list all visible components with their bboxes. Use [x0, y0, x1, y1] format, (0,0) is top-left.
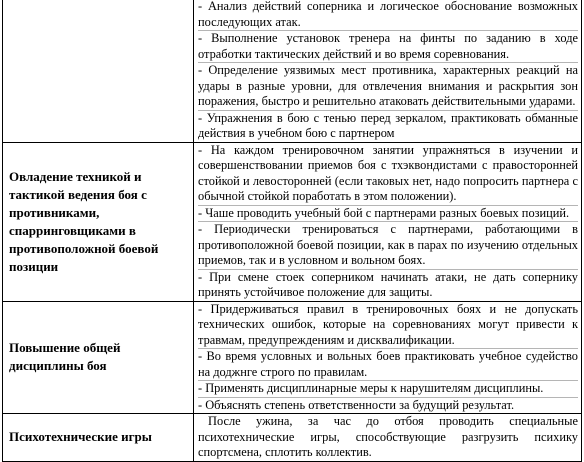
method-item: - Выполнение установок тренера на финты по заданию в ходе отработки тактических действий и во время соревнования. [198, 31, 578, 63]
methods-table [2, 0, 582, 462]
method-item: - Объяснять степень ответственности за будущий результат. [198, 397, 515, 412]
method-item: - Периодически тренироваться с партнерами, работающими в противоположной боевой позиции, как в парах по изучению отдельных приемов, так и в условном и вольном боях. [198, 222, 578, 270]
method-item: - Придерживаться правил в тренировочных боях и не допускать технических ошибок, которые на соревнованиях могут привести к травмам, предупреждениям и дисквалификации. [198, 302, 578, 350]
method-item: - Упражнения в бою с тенью перед зеркалом, практиковать обманные действия в учебном бою с партнером [198, 110, 578, 140]
table-row [3, 0, 582, 142]
method-item: - Во время условных и вольных боев практиковать учебное судейство на доджнге строго по правилам. [198, 349, 578, 381]
topic-label: Психотехнические игры [9, 429, 152, 445]
table-row [3, 414, 582, 462]
topic-cell [3, 0, 194, 142]
topic-cell [3, 301, 194, 414]
methods-cell [194, 414, 582, 462]
method-item: - При смене стоек соперником начинать атаки, не дать сопернику принять устойчивое положение для защиты. [198, 269, 578, 299]
topic-label: Повышение общей дисциплины боя [9, 340, 121, 374]
topic-cell [3, 414, 194, 462]
methods-cell [194, 142, 582, 301]
topic-label: Овладение техникой и тактикой ведения боя с противниками, спарринговщиками в противоположной боевой позиции [9, 168, 159, 274]
table-row [3, 301, 582, 414]
methods-cell [194, 301, 582, 414]
method-item: - На каждом тренировочном занятии упражняться в изучении и совершенствовании приемов боя с тхэквондистами с правосторонней стойкой и левосторонней (если таковых нет, надо попросить партнера с обычной стойкой поработать в этом положении). [198, 143, 578, 206]
method-item: - Чаше проводить учебный бой с партнерами разных боевых позиций. [198, 206, 578, 223]
methods-cell [194, 0, 582, 142]
method-item: - Анализ действий соперника и логическое обоснование возможных последующих атак. [198, 0, 578, 31]
table-row [3, 142, 582, 301]
method-item: - Применять дисциплинарные меры к нарушителям дисциплины. [198, 381, 578, 398]
method-item: - Определение уязвимых мест противника, характерных реакций на удары в разные уровни, для отвлечения внимания и раскрытия зон поражения, быстро и решительно атаковать действительными ударами. [198, 63, 578, 111]
method-paragraph: После ужина, за час до отбоя проводить специальные психотехнические игры, способствующие разгрузить психику спортсмена, сплотить коллектив. [198, 414, 578, 459]
topic-cell [3, 142, 194, 301]
